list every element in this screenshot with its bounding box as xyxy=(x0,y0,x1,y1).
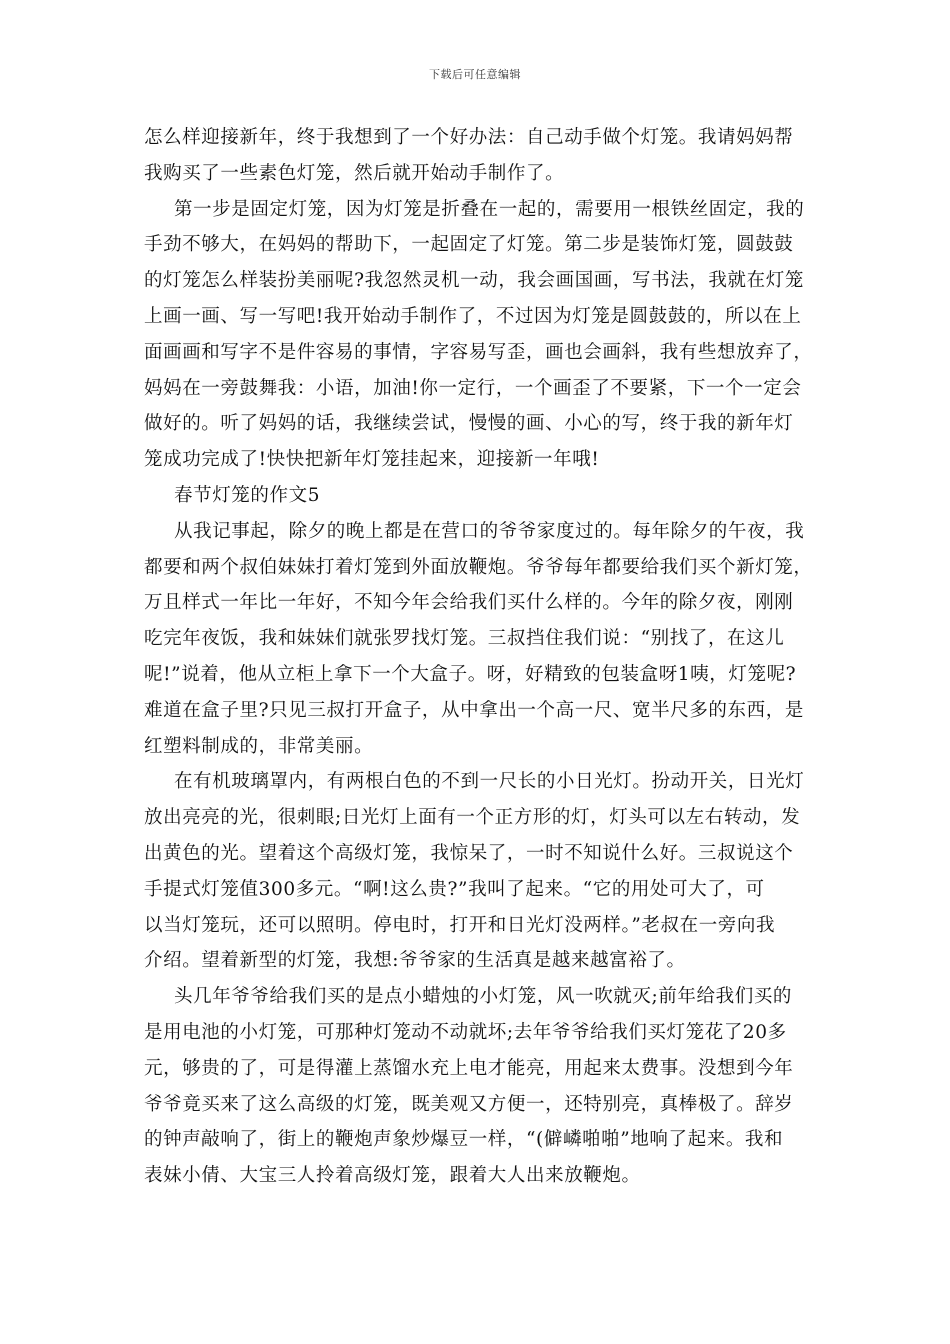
text-line: 第一步是固定灯笼，因为灯笼是折叠在一起的，需要用一根铁丝固定，我的 xyxy=(174,198,805,220)
text-line: 头几年爷爷给我们买的是点小蜡烛的小灯笼，风一吹就灭;前年给我们买的 xyxy=(174,986,793,1008)
text-line: 的钟声敲响了，街上的鞭炮声象炒爆豆一样，“(僻嶙啪啪”地响了起来。我和 xyxy=(144,1129,784,1151)
text-line: 春节灯笼的作文5 xyxy=(174,484,321,506)
text-line: 表妹小倩、大宝三人拎着高级灯笼，跟着大人出来放鞭炮。 xyxy=(144,1165,641,1187)
text-line: 手提式灯笼值300多元。“啊!这么贵?”我叫了起来。“它的用处可大了，可 xyxy=(144,878,765,900)
text-line: 从我记事起，除夕的晚上都是在营口的爷爷家度过的。每年除夕的午夜，我 xyxy=(174,520,805,542)
text-line: 是用电池的小灯笼，可那种灯笼动不动就坏;去年爷爷给我们买灯笼花了20多 xyxy=(144,1021,787,1043)
text-line: 难道在盒子里?只见三叔打开盒子，从中拿出一个高一尺、宽半尺多的东西，是 xyxy=(144,699,804,721)
text-line: 面画画和写字不是件容易的事情，字容易写歪，画也会画斜，我有些想放弃了， xyxy=(144,341,813,363)
text-line: 呢!”说着，他从立柜上拿下一个大盒子。呀，好精致的包装盒呀1咦，灯笼呢? xyxy=(144,663,797,685)
text-line: 上画一画、写一写吧!我开始动手制作了，不过因为灯笼是圆鼓鼓的，所以在上 xyxy=(144,305,802,327)
text-line: 红塑料制成的，非常美丽。 xyxy=(144,735,374,757)
text-line: 在有机玻璃罩内，有两根白色的不到一尺长的小日光灯。扮动开关，日光灯 xyxy=(174,771,805,793)
page-header: 下载后可任意编辑 xyxy=(429,68,521,81)
text-line: 出黄色的光。望着这个高级灯笼，我惊呆了，一时不知说什么好。三叔说这个 xyxy=(144,842,794,864)
text-line: 妈妈在一旁鼓舞我：小语，加油!你一定行，一个画歪了不要紧，下一个一定会 xyxy=(144,377,802,399)
text-line: 放出亮亮的光，很刺眼;日光灯上面有一个正方形的灯，灯头可以左右转动，发 xyxy=(144,807,801,829)
text-line: 介绍。望着新型的灯笼，我想:爷爷家的生活真是越来越富裕了。 xyxy=(144,950,686,972)
text-line: 以当灯笼玩，还可以照明。停电时，打开和日光灯没两样。”老叔在一旁向我 xyxy=(144,914,776,936)
text-line: 元，够贵的了，可是得灌上蒸馏水充上电才能亮，用起来太费事。没想到今年 xyxy=(144,1057,794,1079)
text-line: 手劲不够大，在妈妈的帮助下，一起固定了灯笼。第二步是装饰灯笼，圆鼓鼓 xyxy=(144,234,794,256)
text-line: 做好的。听了妈妈的话，我继续尝试，慢慢的画、小心的写，终于我的新年灯 xyxy=(144,413,794,435)
text-line: 的灯笼怎么样装扮美丽呢?我忽然灵机一动，我会画国画，写书法，我就在灯笼 xyxy=(144,270,804,292)
text-line: 笼成功完成了!快快把新年灯笼挂起来，迎接新一年哦! xyxy=(144,449,600,471)
text-line: 爷爷竟买来了这么高级的灯笼，既美观又方便一，还特别亮，真棒极了。辞岁 xyxy=(144,1093,794,1115)
article-body xyxy=(144,120,813,1194)
text-line: 怎么样迎接新年，终于我想到了一个好办法：自己动手做个灯笼。我请妈妈帮 xyxy=(144,127,794,148)
text-line: 我购买了一些素色灯笼，然后就开始动手制作了。 xyxy=(144,162,565,184)
text-line: 都要和两个叔伯妹妹打着灯笼到外面放鞭炮。爷爷每年都要给我们买个新灯笼， xyxy=(144,556,813,578)
text-line: 万且样式一年比一年好，不知今年会给我们买什么样的。今年的除夕夜，刚刚 xyxy=(144,592,794,614)
text-line: 吃完年夜饭，我和妹妹们就张罗找灯笼。三叔挡住我们说：“别找了，在这儿 xyxy=(144,628,785,650)
